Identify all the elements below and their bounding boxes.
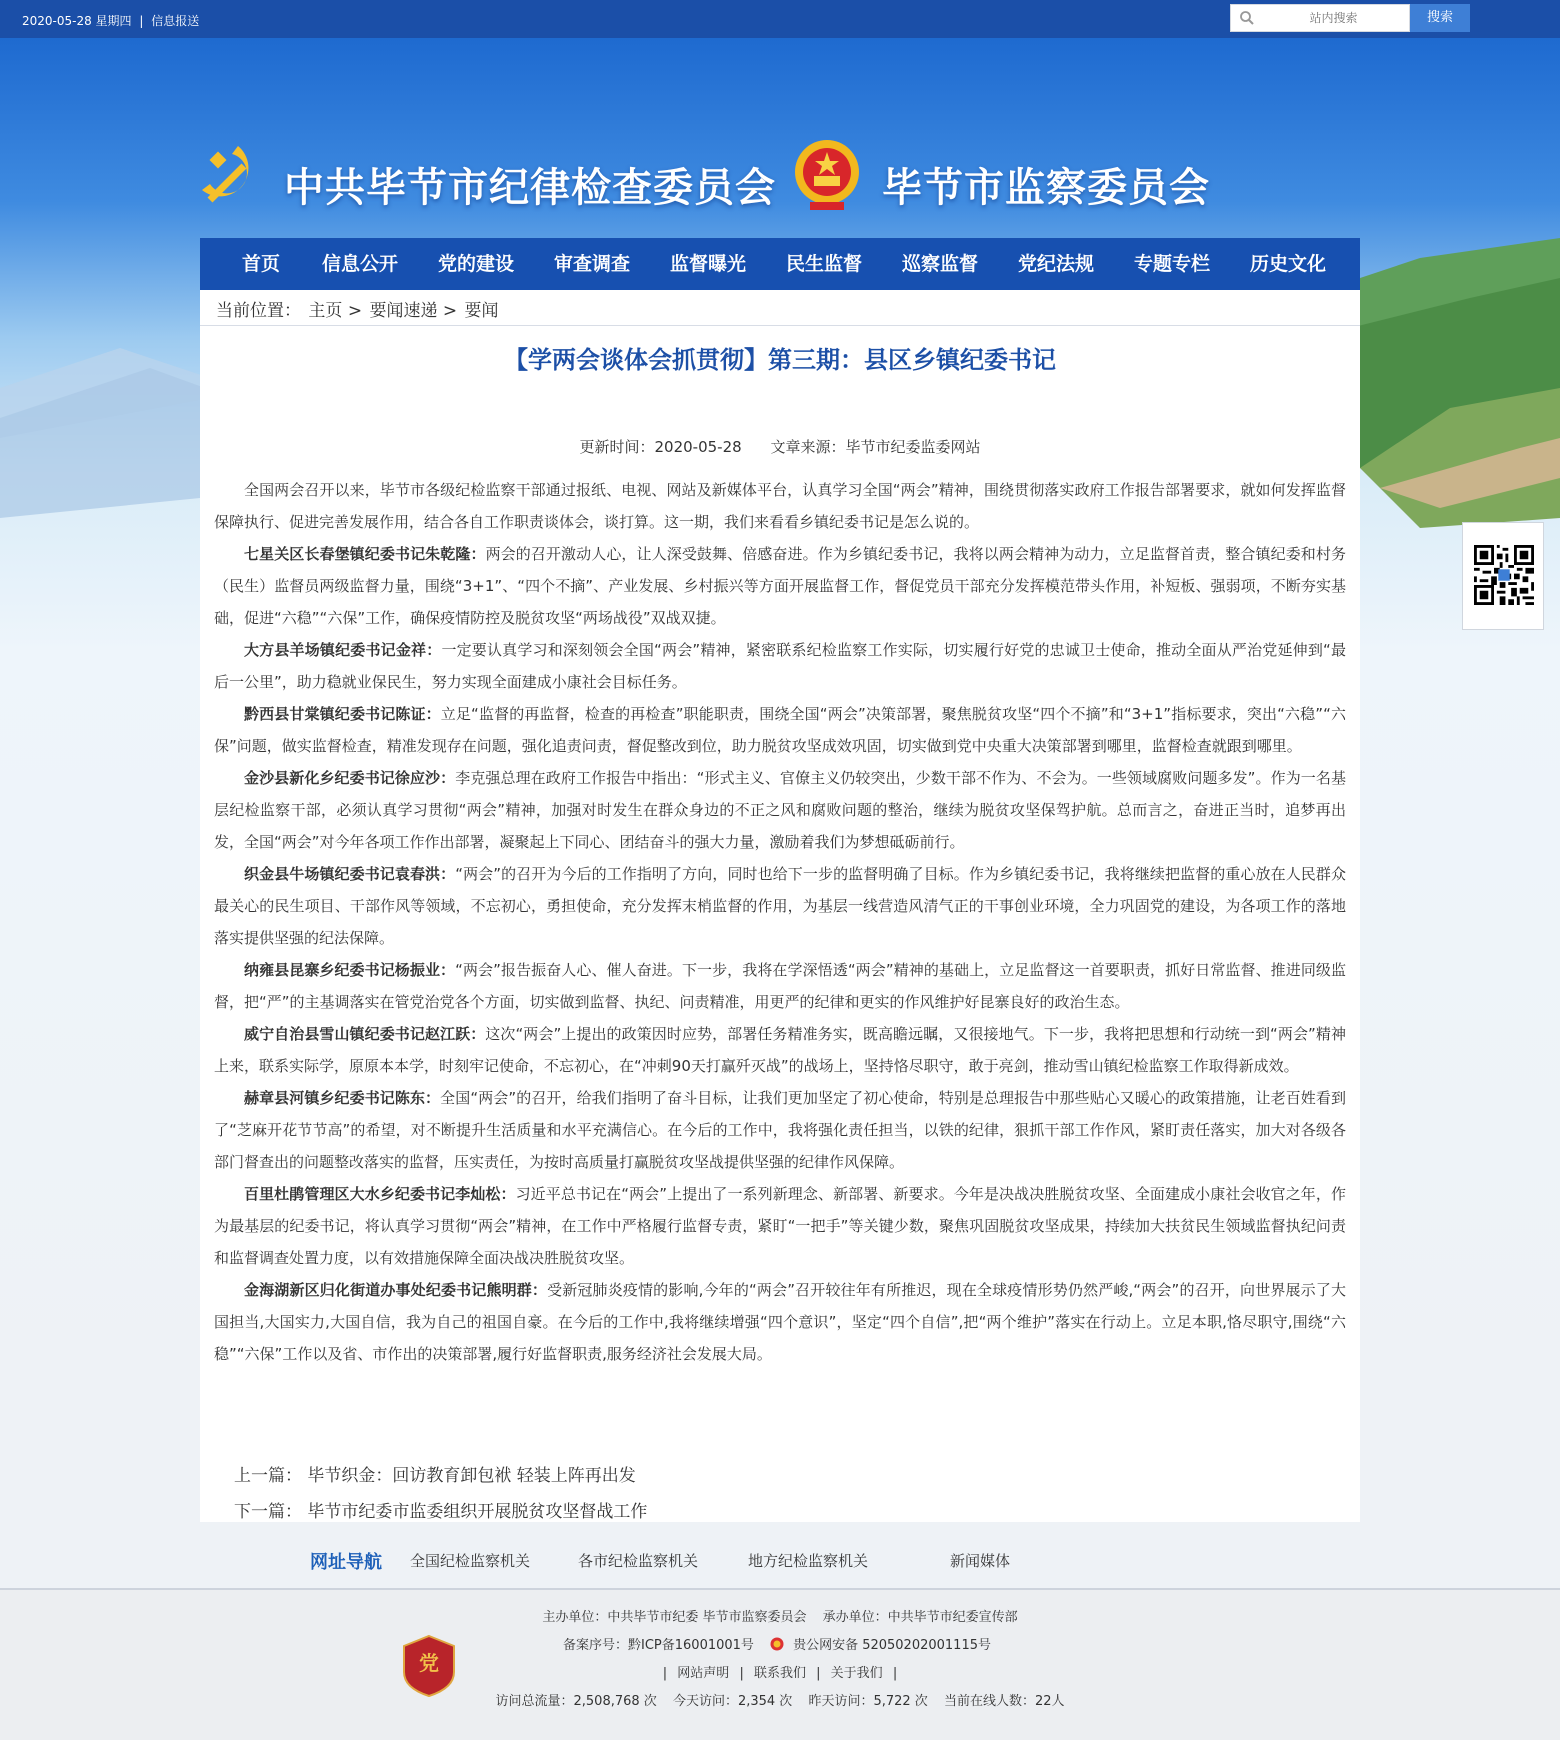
- breadcrumb-news[interactable]: 要闻速递: [369, 301, 438, 321]
- speaker-name: 金海湖新区归化街道办事处纪委书记熊明群：: [244, 1281, 548, 1299]
- footer-links-line: | 网站声明 | 联系我们 | 关于我们 |: [662, 1666, 898, 1681]
- link-navigation: [0, 1540, 1560, 1580]
- nav-item-livelihood[interactable]: 民生监督: [786, 253, 863, 275]
- nav-item-inspection[interactable]: 巡察监督: [902, 253, 979, 275]
- search-button[interactable]: 搜索: [1410, 4, 1470, 32]
- speaker-name: 威宁自治县雪山镇纪委书记赵江跃：: [244, 1025, 486, 1043]
- qr-code-icon: [1474, 545, 1534, 605]
- footer-link-contact[interactable]: 联系我们: [753, 1666, 806, 1681]
- speaker-name: 纳雍县昆寨乡纪委书记杨振业：: [244, 961, 456, 979]
- footer-stats-line: [0, 1690, 1560, 1709]
- police-badge-icon: [770, 1637, 784, 1651]
- qr-code-panel: [1462, 522, 1544, 630]
- speaker-name: 黔西县甘棠镇纪委书记陈证：: [244, 705, 441, 723]
- paragraph-text: 习近平总书记在“两会”上提出了一系列新理念、新部署、新要求。今年是决战决胜脱贫攻坚、全面建成小康社会收官之年，作为最基层的纪委书记，将认真学习贯彻“两会”精神，在工作中严格履行监督专责，紧盯“一把手”等关键少数，聚焦巩固脱贫攻坚成果，持续加大扶贫民生领域监督执纪问责和监督调查处置力度，以有效措施保障全面决战决胜脱贫攻坚。: [214, 1185, 1346, 1267]
- paragraph-text: “两会”的召开为今后的工作指明了方向，同时也给下一步的监督明确了目标。作为乡镇纪委书记，我将继续把监督的重心放在人民群众最关心的民生项目、干部作风等领域，不忘初心，勇担使命，充分发挥末梢监督的作用，为基层一线营造风清气正的干事创业环境，全力巩固党的建设，为各项工作的落地落实提供坚强的纪法保障。: [214, 865, 1346, 947]
- site-title-supervision: 毕节市监察委员会: [882, 165, 1210, 211]
- update-time: 更新时间：2020-05-28: [579, 438, 742, 456]
- paragraph-text: “两会”报告振奋人心、催人奋进。下一步，我将在学深悟透“两会”精神的基础上，立足监督这一首要职责，抓好日常监督、推进同级监督，把“严”的主基调落实在管党治党各个方面，切实做到监督、执纪、问责精准，用更严的纪律和更实的作风维护好昆寨良好的政治生态。: [214, 961, 1346, 1011]
- speaker-name: 七星关区长春堡镇纪委书记朱乾隆：: [244, 545, 486, 563]
- stats-today: 今天访问：2,354 次: [672, 1694, 793, 1709]
- article-paragraph: [214, 698, 1346, 762]
- current-date: 2020-05-28 星期四: [22, 14, 132, 28]
- national-emblem-icon: [792, 136, 862, 216]
- article-paragraph: [214, 1274, 1346, 1370]
- nav-item-regulations[interactable]: 党纪法规: [1018, 253, 1095, 275]
- prev-article: [234, 1458, 647, 1494]
- next-article-link[interactable]: 毕节市纪委市监委组织开展脱贫攻坚督战工作: [307, 1502, 648, 1522]
- paragraph-text: 这次“两会”上提出的政策因时应势，部署任务精准务实，既高瞻远瞩，又很接地气。下一步，我将把思想和行动统一到“两会”精神上来，联系实际学，原原本本学，时刻牢记使命，不忘初心，在“冲刺90天打赢歼灭战”的战场上，坚持恪尽职守，敢于亮剑，推动雪山镇纪检监察工作取得新成效。: [214, 1025, 1346, 1075]
- prev-article-link[interactable]: 毕节织金：回访教育卸包袱 轻装上阵再出发: [307, 1466, 636, 1486]
- breadcrumb-headlines[interactable]: 要闻: [464, 301, 499, 321]
- paragraph-text: 李克强总理在政府工作报告中指出：“形式主义、官僚主义仍较突出，少数干部不作为、不会为。一些领域腐败问题多发”。作为一名基层纪检监察干部，必须认真学习贯彻“两会”精神，加强对时发生在群众身边的不正之风和腐败问题的整治，继续为脱贫攻坚保驾护航。总而言之，奋进正当时，追梦再出发，全国“两会”对今年各项工作作出部署，凝聚起上下同心、团结奋斗的强大力量，激励着我们为梦想砥砺前行。: [214, 769, 1346, 851]
- article-paragraph: [214, 1082, 1346, 1178]
- article-meta: [200, 436, 1360, 457]
- article-container: [200, 326, 1360, 1522]
- search-icon: [1239, 10, 1255, 26]
- article-paragraph: [214, 1018, 1346, 1082]
- breadcrumb-sep: >: [442, 301, 458, 321]
- nav-item-party-building[interactable]: 党的建设: [438, 253, 515, 275]
- paragraph-text: 两会的召开激动人心，让人深受鼓舞、倍感奋进。作为乡镇纪委书记，我将以两会精神为动力，立足监督首责，整合镇纪委和村务（民生）监督员两级监督力量，围绕“3+1”、“四个不摘”、产业发展、乡村振兴等方面开展监督工作，督促党员干部充分发挥模范带头作用，补短板、强弱项，不断夯实基础，促进“六稳”“六保”工作，确保疫情防控及脱贫攻坚“两场战役”双战双捷。: [214, 545, 1346, 627]
- link-national-organs[interactable]: 全国纪检监察机关: [410, 1552, 531, 1570]
- party-emblem-icon: [192, 140, 266, 214]
- footer-icp-line: [0, 1634, 1560, 1653]
- breadcrumb-home[interactable]: 主页: [308, 301, 343, 321]
- article-paragraph: [214, 634, 1346, 698]
- speaker-name: 赫章县河镇乡纪委书记陈东：: [244, 1089, 441, 1107]
- search-box: [1230, 4, 1410, 32]
- link-news-media[interactable]: 新闻媒体: [950, 1552, 1011, 1570]
- nav-item-special-topics[interactable]: 专题专栏: [1134, 253, 1211, 275]
- footer-organizer: 承办单位：中共毕节市纪委宣传部: [822, 1610, 1018, 1625]
- next-article: [234, 1494, 647, 1530]
- article-title: 【学两会谈体会抓贯彻】第三期：县区乡镇纪委书记: [504, 346, 1056, 374]
- prev-label: 上一篇：: [234, 1466, 302, 1486]
- article-paragraph: [214, 954, 1346, 1018]
- paragraph-text: 立足“监督的再监督，检查的再检查”职能职责，围绕全国“两会”决策部署，聚焦脱贫攻坚“四个不摘”和“3+1”指标要求，突出“六稳”“六保”问题，做实监督检查，精准发现存在问题，强化追责问责，督促整改到位，助力脱贫攻坚成效巩固，切实做到党中央重大决策部署到哪里，监督检查就跟到哪里。: [214, 705, 1346, 755]
- link-city-organs[interactable]: 各市纪检监察机关: [578, 1552, 699, 1570]
- paragraph-text: 一定要认真学习和深刻领会全国“两会”精神，紧密联系纪检监察工作实际，切实履行好党的忠诚卫士使命，推动全面从严治党延伸到“最后一公里”，助力稳就业保民生，努力实现全面建成小康社会目标任务。: [214, 641, 1346, 691]
- svg-text:党: 党: [419, 1651, 439, 1675]
- paragraph-text: 受新冠肺炎疫情的影响,今年的“两会”召开较往年有所推迟，现在全球疫情形势仍然严峻,“两会”的召开，向世界展示了大国担当,大国实力,大国自信，我为自己的祖国自豪。在今后的工作中,我将继续增强“四个意识”，坚定“四个自信”,把“两个维护”落实在行动上。立足本职,恪尽职守,围绕“六稳”“六保”工作以及省、市作出的决策部署,履行好监督职责,服务经济社会发展大局。: [214, 1281, 1346, 1363]
- speaker-name: 百里杜鹃管理区大水乡纪委书记李灿松：: [244, 1185, 516, 1203]
- site-title-commission: 中共毕节市纪律检查委员会: [284, 165, 776, 211]
- stats-yesterday: 昨天访问：5,722 次: [808, 1694, 928, 1709]
- paragraph-text: 全国“两会”的召开，给我们指明了奋斗目标，让我们更加坚定了初心使命，特别是总理报告中那些贴心又暖心的政策措施，让老百姓看到了“芝麻开花节节高”的希望，对不断提升生活质量和水平充满信心。在今后的工作中，我将强化责任担当，以铁的纪律，狠抓干部工作作风，紧盯责任落实，加大对各级各部门督查出的问题整改落实的监督，压实责任，为按时高质量打赢脱贫攻坚战提供坚强的纪律作风保障。: [214, 1089, 1346, 1171]
- nav-item-exposure[interactable]: 监督曝光: [670, 253, 747, 275]
- breadcrumb: [200, 290, 1360, 326]
- speaker-name: 织金县牛场镇纪委书记袁春洪：: [244, 865, 456, 883]
- article-source: 文章来源：毕节市纪委监委网站: [770, 438, 981, 456]
- date-info: [22, 12, 199, 29]
- link-nav-label: 网址导航: [310, 1552, 382, 1573]
- footer-icp: 备案序号：黔ICP备16001001号: [563, 1638, 754, 1653]
- footer-sponsor: 主办单位：中共毕节市纪委 毕节市监察委员会: [542, 1610, 807, 1625]
- stats-online: 当前在线人数：22人: [943, 1694, 1065, 1709]
- nav-item-investigation[interactable]: 审查调查: [554, 253, 631, 275]
- prev-next-nav: [234, 1458, 647, 1530]
- nav-item-info-disclosure[interactable]: 信息公开: [322, 253, 399, 275]
- article-paragraph: [214, 858, 1346, 954]
- nav-item-history[interactable]: 历史文化: [1250, 253, 1327, 275]
- link-local-organs[interactable]: 地方纪检监察机关: [748, 1552, 869, 1570]
- footer-link-statement[interactable]: 网站声明: [677, 1666, 730, 1681]
- main-nav: [200, 238, 1360, 290]
- breadcrumb-label: 当前位置：: [216, 301, 301, 321]
- article-body: [214, 474, 1346, 1370]
- article-paragraph: [214, 762, 1346, 858]
- article-paragraph: [214, 1178, 1346, 1274]
- next-label: 下一篇：: [234, 1502, 302, 1522]
- separator: |: [139, 14, 144, 28]
- breadcrumb-sep: >: [347, 301, 363, 321]
- footer-link-about[interactable]: 关于我们: [830, 1666, 883, 1681]
- footer-sponsor-line: [0, 1606, 1560, 1625]
- top-bar: [0, 0, 1560, 38]
- speaker-name: 金沙县新化乡纪委书记徐应沙：: [244, 769, 456, 787]
- nav-item-home[interactable]: 首页: [242, 253, 281, 275]
- search-input[interactable]: [1261, 8, 1406, 28]
- stats-total: 访问总流量：2,508,768 次: [495, 1694, 657, 1709]
- info-submit-link[interactable]: 信息报送: [151, 14, 200, 28]
- article-paragraph: [214, 538, 1346, 634]
- article-intro: 全国两会召开以来，毕节市各级纪检监察干部通过报纸、电视、网站及新媒体平台，认真学习全国“两会”精神，围绕贯彻落实政府工作报告部署要求，就如何发挥监督保障执行、促进完善发展作用，结合各自工作职责谈体会，谈打算。这一期，我们来看看乡镇纪委书记是怎么说的。: [214, 481, 1346, 531]
- footer-police: 贵公网安备 52050202001115号: [793, 1638, 991, 1653]
- speaker-name: 大方县羊场镇纪委书记金祥：: [244, 641, 442, 659]
- site-footer: [0, 1588, 1560, 1740]
